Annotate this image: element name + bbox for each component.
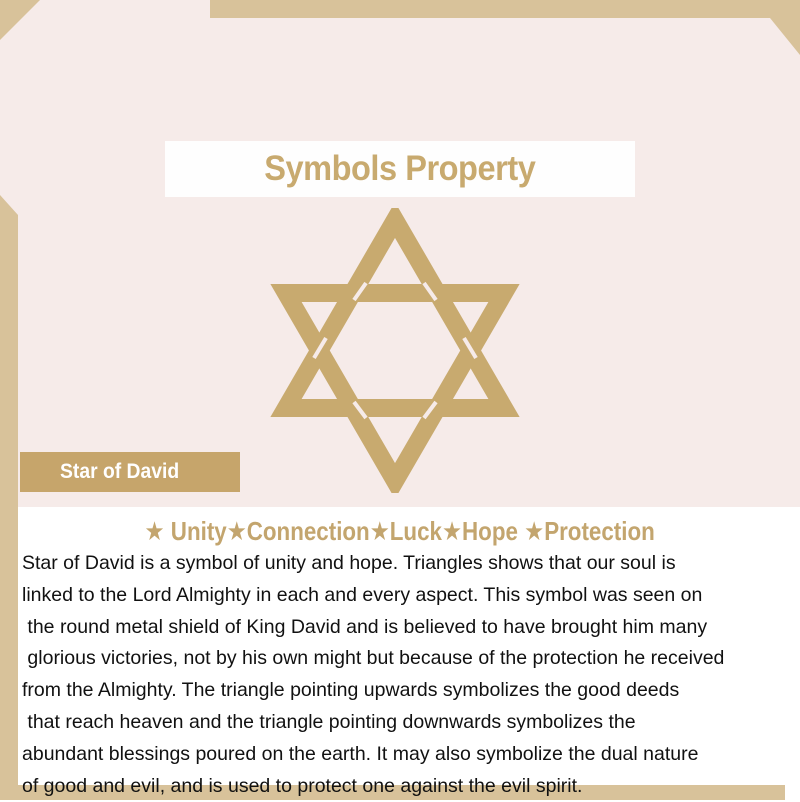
symbol-name-tag (20, 452, 240, 492)
title-box (165, 141, 635, 197)
property-protection: Protection (544, 515, 656, 546)
property-hope: Hope (462, 515, 519, 546)
description-line: linked to the Lord Almighty in each and every aspect. This symbol was seen on (22, 583, 703, 606)
property-unity: Unity (171, 515, 228, 546)
star-icon: ★ (442, 515, 463, 546)
page-title: Symbols Property (264, 149, 536, 188)
star-icon: ★ (227, 515, 248, 546)
property-list (145, 516, 655, 547)
star-icon: ★ (370, 515, 391, 546)
description-line: abundant blessings poured on the earth. It may also symbolize the dual nature (22, 742, 699, 765)
properties-row (0, 512, 800, 550)
star-of-david-icon (270, 208, 520, 493)
description-line: Star of David is a symbol of unity and hope. Triangles shows that our soul is (22, 552, 676, 574)
star-icon: ★ (144, 515, 165, 546)
symbol-name: Star of David (60, 460, 180, 483)
description-line: that reach heaven and the triangle pointing downwards symbolizes the (22, 710, 636, 733)
symbol-description (22, 548, 800, 802)
star-of-david-graphic (270, 208, 520, 493)
description-line: from the Almighty. The triangle pointing upwards symbolizes the good deeds (22, 679, 680, 702)
property-luck: Luck (390, 515, 443, 546)
description-line: of good and evil, and is used to protect one against the evil spirit. (22, 774, 583, 797)
property-connection: Connection (247, 515, 371, 546)
description-line: the round metal shield of King David and is believed to have brought him many (22, 615, 708, 638)
description-line: glorious victories, not by his own might but because of the protection he received (22, 647, 725, 670)
star-icon: ★ (524, 515, 545, 546)
